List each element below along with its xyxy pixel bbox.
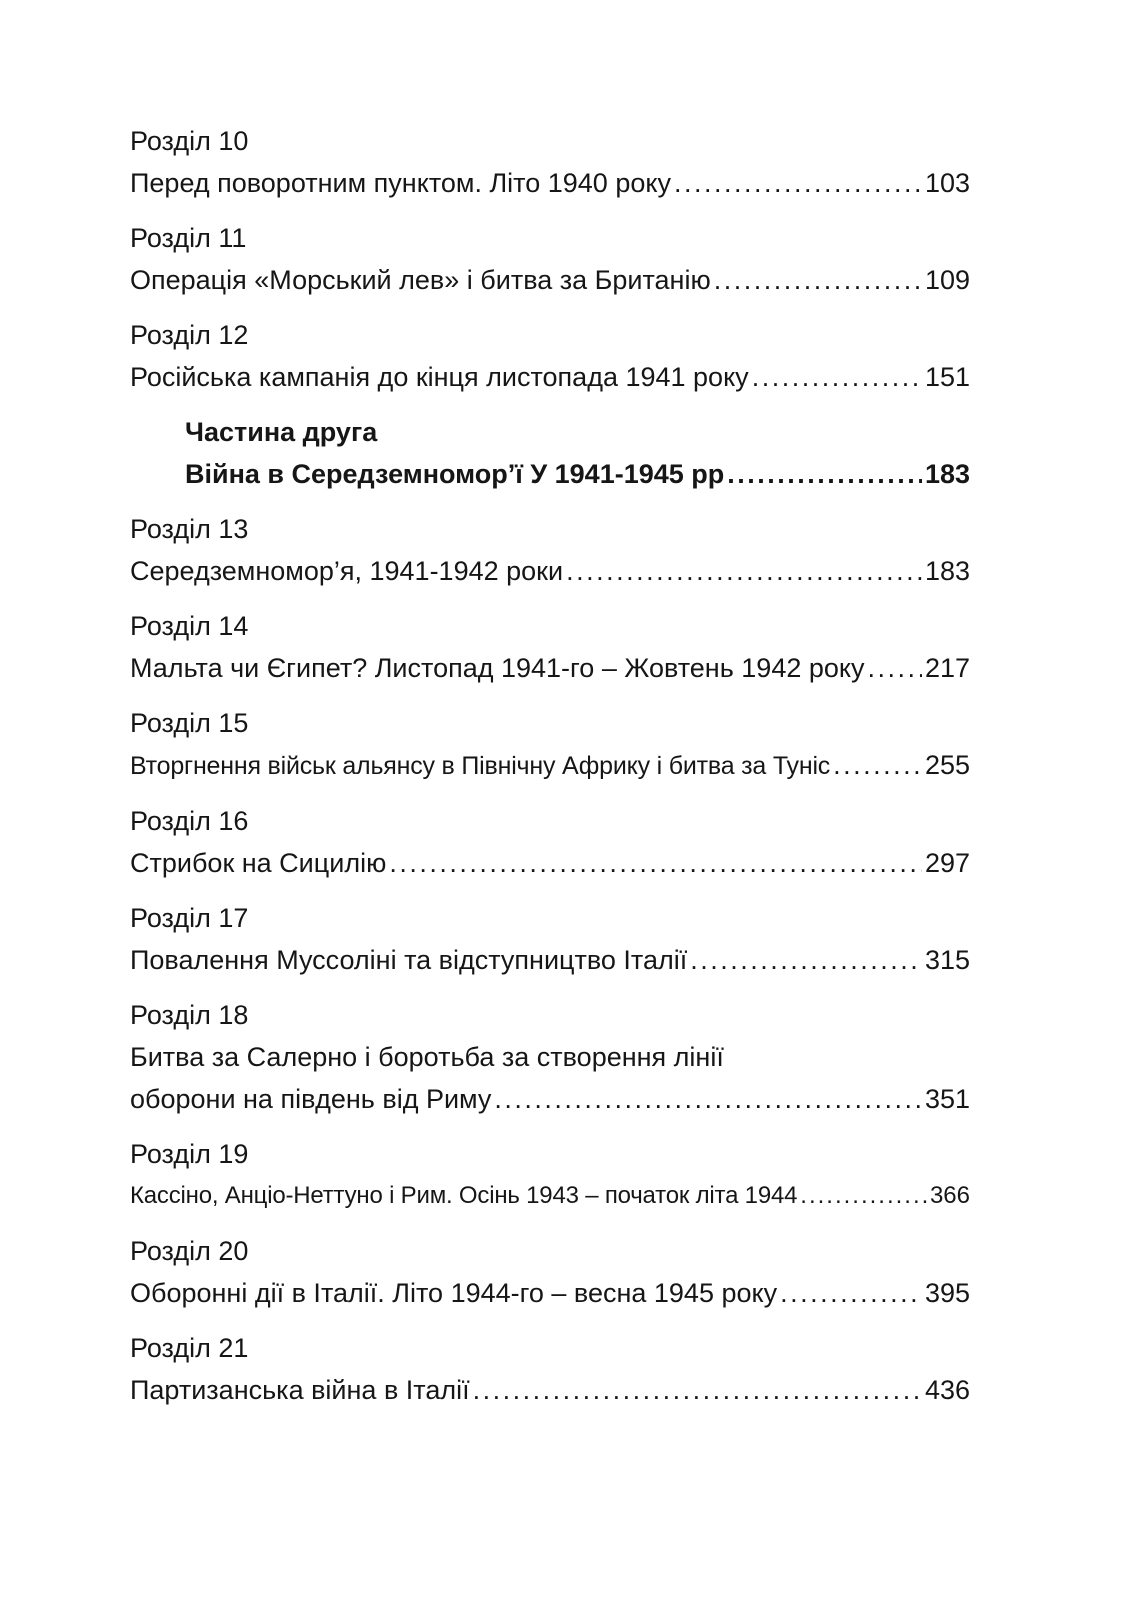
page-number: 395 [924, 1278, 970, 1308]
dot-leader [674, 162, 922, 204]
page-number: 109 [924, 265, 970, 295]
dot-leader [566, 550, 922, 592]
dot-leader [494, 1078, 922, 1120]
dot-leader [690, 939, 922, 981]
chapter-heading: Розділ 17 [130, 903, 249, 933]
page-number: 103 [924, 168, 970, 198]
chapter-heading: Розділ 16 [130, 806, 249, 836]
page-number: 436 [924, 1375, 970, 1405]
toc-line [130, 1272, 970, 1314]
toc-line [130, 647, 970, 689]
page-number: 351 [924, 1084, 970, 1114]
dot-leader [800, 1175, 927, 1217]
chapter-title: Партизанська війна в Італії [130, 1375, 470, 1405]
toc-line [130, 550, 970, 592]
dot-leader [833, 744, 922, 786]
chapter-title: Операція «Морський лев» і битва за Британію [130, 265, 711, 295]
toc-line [130, 1078, 970, 1120]
dot-leader [727, 453, 922, 495]
chapter-title: Повалення Муссоліні та відступництво Італії [130, 945, 688, 975]
toc-entry [130, 800, 970, 884]
chapter-title: Мальта чи Єгипет? Листопад 1941-го – Жовтень 1942 року [130, 653, 865, 683]
toc-entry [130, 605, 970, 689]
chapter-heading: Розділ 12 [130, 320, 249, 350]
toc-entry [130, 411, 970, 495]
toc-entry [130, 217, 970, 301]
dot-leader [868, 647, 922, 689]
toc-entry [130, 314, 970, 398]
chapter-heading: Розділ 19 [130, 1139, 249, 1169]
chapter-title: Кассіно, Анціо-Неттуно і Рим. Осінь 1943 – початок літа 1944 [130, 1182, 798, 1209]
chapter-heading: Розділ 18 [130, 1000, 249, 1030]
toc-entry [130, 1327, 970, 1411]
dot-leader [473, 1369, 922, 1411]
chapter-heading: Розділ 11 [130, 223, 247, 253]
chapter-title: Російська кампанія до кінця листопада 1941 року [130, 362, 749, 392]
chapter-title: Битва за Салерно і боротьба за створення лінії [130, 1042, 724, 1072]
chapter-heading: Розділ 13 [130, 514, 249, 544]
toc-line [130, 259, 970, 301]
toc-line [130, 356, 970, 398]
chapter-title: Стрибок на Сицилію [130, 848, 387, 878]
page-number: 217 [924, 653, 970, 683]
toc-entry [130, 897, 970, 981]
toc-line [130, 1036, 970, 1078]
chapter-title: Вторгнення військ альянсу в Північну Африку і битва за Туніс [130, 752, 831, 780]
page-number: 255 [924, 750, 970, 780]
chapter-title: Війна в Середземномор’ї У 1941-1945 рр [185, 459, 725, 489]
dot-leader [714, 259, 922, 301]
chapter-title: Оборонні дії в Італії. Літо 1944-го – весна 1945 року [130, 1278, 778, 1308]
page-number: 366 [929, 1182, 970, 1209]
chapter-heading: Розділ 10 [130, 126, 249, 156]
page-number: 315 [924, 945, 970, 975]
toc-line [130, 842, 970, 884]
toc-line [130, 744, 970, 787]
toc-line [130, 1175, 970, 1217]
dot-leader [752, 356, 922, 398]
page-number: 297 [924, 848, 970, 878]
toc-entry [130, 508, 970, 592]
toc-line [130, 939, 970, 981]
page-number: 183 [924, 459, 970, 489]
dot-leader [389, 842, 922, 884]
chapter-title: Перед поворотним пунктом. Літо 1940 року [130, 168, 671, 198]
toc-line [130, 1369, 970, 1411]
toc-line [185, 453, 970, 495]
toc-entry [130, 1230, 970, 1314]
toc-entry [130, 1133, 970, 1217]
toc-entry [130, 120, 970, 204]
page-number: 151 [924, 362, 970, 392]
toc-line [130, 162, 970, 204]
toc-entry [130, 994, 970, 1120]
chapter-heading: Розділ 20 [130, 1236, 249, 1266]
chapter-title: Середземномор’я, 1941-1942 роки [130, 556, 564, 586]
dot-leader [780, 1272, 922, 1314]
chapter-heading: Розділ 14 [130, 611, 249, 641]
chapter-title: оборони на південь від Риму [130, 1084, 492, 1114]
chapter-heading: Розділ 21 [130, 1333, 249, 1363]
chapter-heading: Розділ 15 [130, 708, 249, 738]
page-number: 183 [924, 556, 970, 586]
chapter-heading: Частина друга [185, 417, 378, 447]
toc-entry [130, 702, 970, 787]
